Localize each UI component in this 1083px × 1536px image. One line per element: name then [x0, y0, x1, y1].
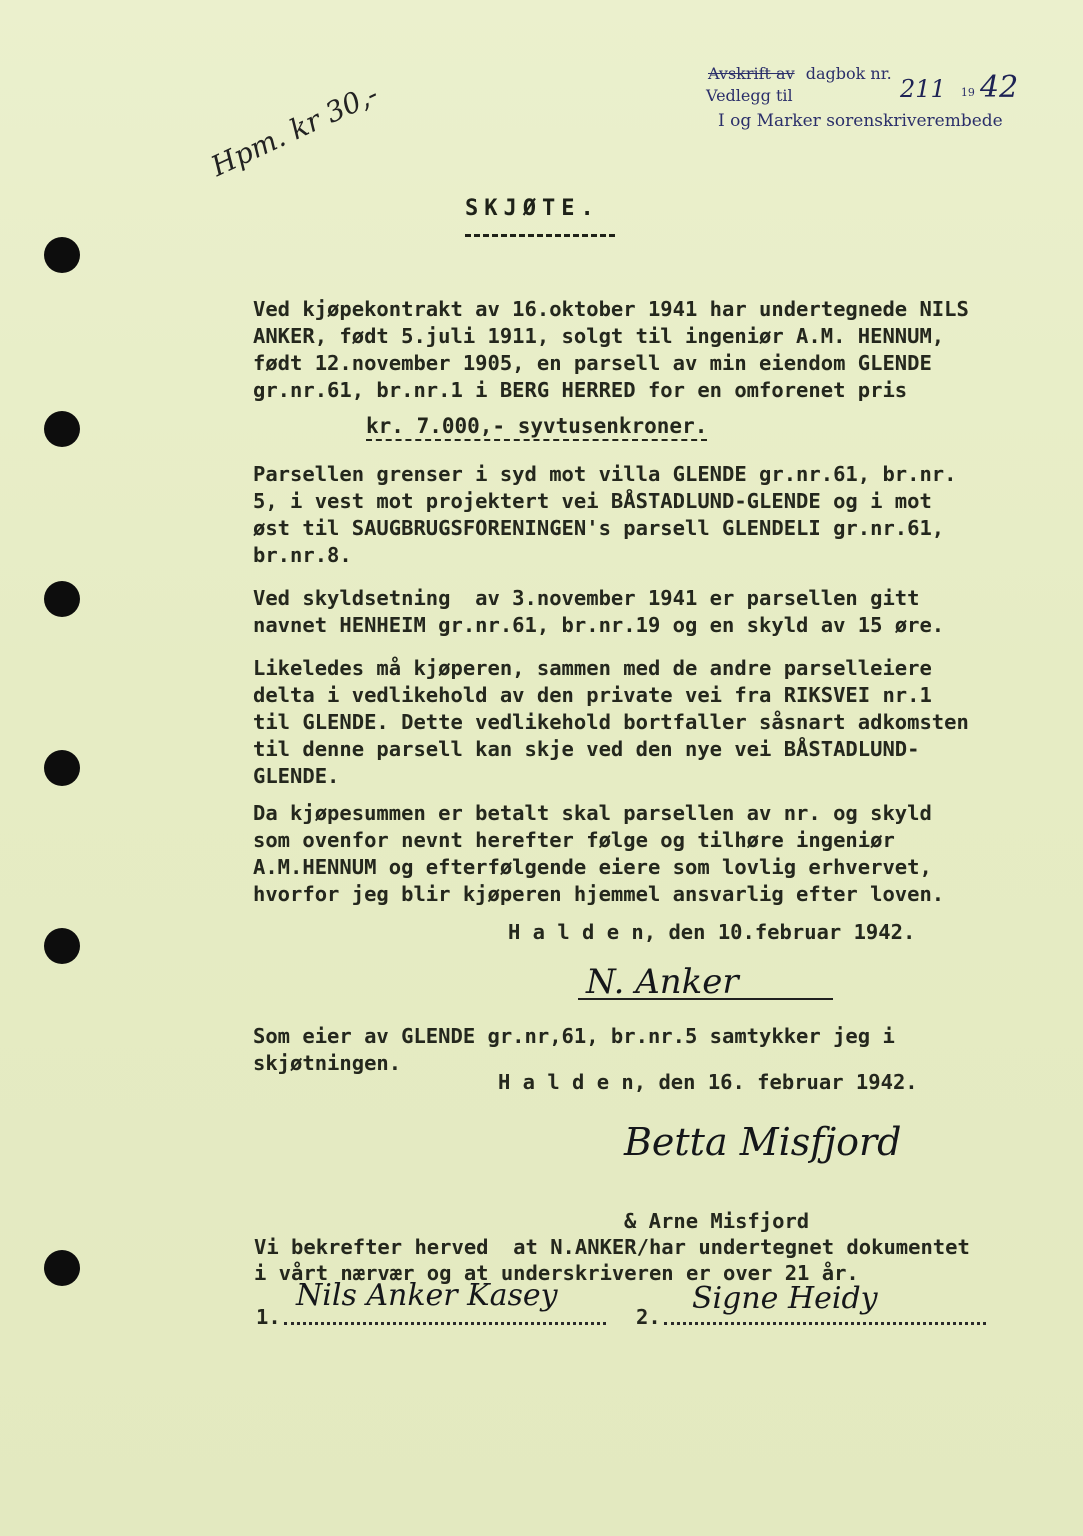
registry-stamp — [708, 64, 892, 83]
witness-1-signature: Nils Anker Kasey — [296, 1278, 558, 1313]
signature-seller: N. Anker — [586, 962, 739, 1002]
witness-1-number: 1. — [256, 1305, 281, 1329]
binder-hole — [44, 237, 80, 273]
co-signer: & Arne Misfjord — [624, 1209, 810, 1233]
witness-2-dotted-line — [664, 1322, 986, 1325]
binder-hole — [44, 581, 80, 617]
place-date-1: H a l d e n, den 10.februar 1942. — [508, 920, 916, 944]
binder-hole — [44, 411, 80, 447]
margin-fee-note: Hpm. kr 30,- — [206, 77, 384, 183]
paragraph-intro: Ved kjøpekontrakt av 16.oktober 1941 har undertegnede NILS ANKER, født 5.juli 1911, solgt til ingeniør A.M. HENNUM, født 12.november 1905, en parsell av min eiendom GLENDE gr.nr.61, br.nr.1 i BERG HERRED for en omforenet pris — [253, 297, 969, 402]
paragraph-payment: Da kjøpesummen er betalt skal parsellen av nr. og skyld som ovenfor nevnt herefter følge og tilhøre ingeniør A.M.HENNUM og efterfølgende eiere som lovlig erhvervet, hvorfor jeg blir kjøperen hjemmel ansvarlig efter loven. — [253, 801, 945, 906]
paragraph-borders: Parsellen grenser i syd mot villa GLENDE gr.nr.61, br.nr. 5, i vest mot projektert vei BÅSTADLUND-GLENDE og i mot øst til SAUGBRUGSFORENINGEN's parsell GLENDELI gr.nr.61, br.nr.8. — [253, 462, 957, 567]
stamp-number — [900, 70, 1018, 105]
paragraph-consent: Som eier av GLENDE gr.nr,61, br.nr.5 samtykker jeg i skjøtningen. — [253, 1024, 895, 1075]
paragraph-maintenance: Likeledes må kjøperen, sammen med de andre parselleiere delta i vedlikehold av den private vei fra RIKSVEI nr.1 til GLENDE. Dette vedlikehold bortfaller såsnart adkomsten til denne parsell kan skje ved den nye vei BÅSTADLUND- GLENDE. — [253, 656, 969, 788]
witness-1-dotted-line — [284, 1322, 606, 1325]
stamp-court-office: I og Marker sorenskriverembede — [718, 111, 1003, 131]
place-date-2: H a l d e n, den 16. februar 1942. — [498, 1070, 918, 1094]
witness-statement-1: Vi bekrefter herved at N.ANKER/har undertegnet dokumentet — [254, 1235, 970, 1259]
witness-2-signature: Signe Heidy — [692, 1281, 878, 1316]
binder-hole — [44, 928, 80, 964]
signature-owner: Betta Misfjord — [624, 1120, 902, 1164]
title-underline — [465, 234, 615, 237]
stamp-year: 42 — [980, 70, 1019, 105]
signature-seller-line — [578, 998, 833, 1000]
witness-2-number: 2. — [636, 1305, 661, 1329]
stamp-year-prefix: 19 — [960, 86, 975, 99]
paragraph-valuation: Ved skyldsetning av 3.november 1941 er parsellen gitt navnet HENHEIM gr.nr.61, br.nr.19 og en skyld av 15 øre. — [253, 586, 945, 637]
stamp-number-value: 211 — [900, 75, 946, 103]
stamp-struck-text: Avskrift av — [708, 64, 795, 83]
purchase-price: kr. 7.000,- syvtusenkroner. — [366, 414, 708, 438]
document-title: SKJØTE. — [465, 196, 600, 221]
stamp-dagbok-label: dagbok nr. — [805, 64, 892, 83]
witness-statement-2: i vårt nærvær og at underskriveren er over 21 år. — [254, 1261, 859, 1285]
binder-hole — [44, 750, 80, 786]
stamp-vedlegg: Vedlegg til — [706, 86, 793, 105]
binder-hole — [44, 1250, 80, 1286]
